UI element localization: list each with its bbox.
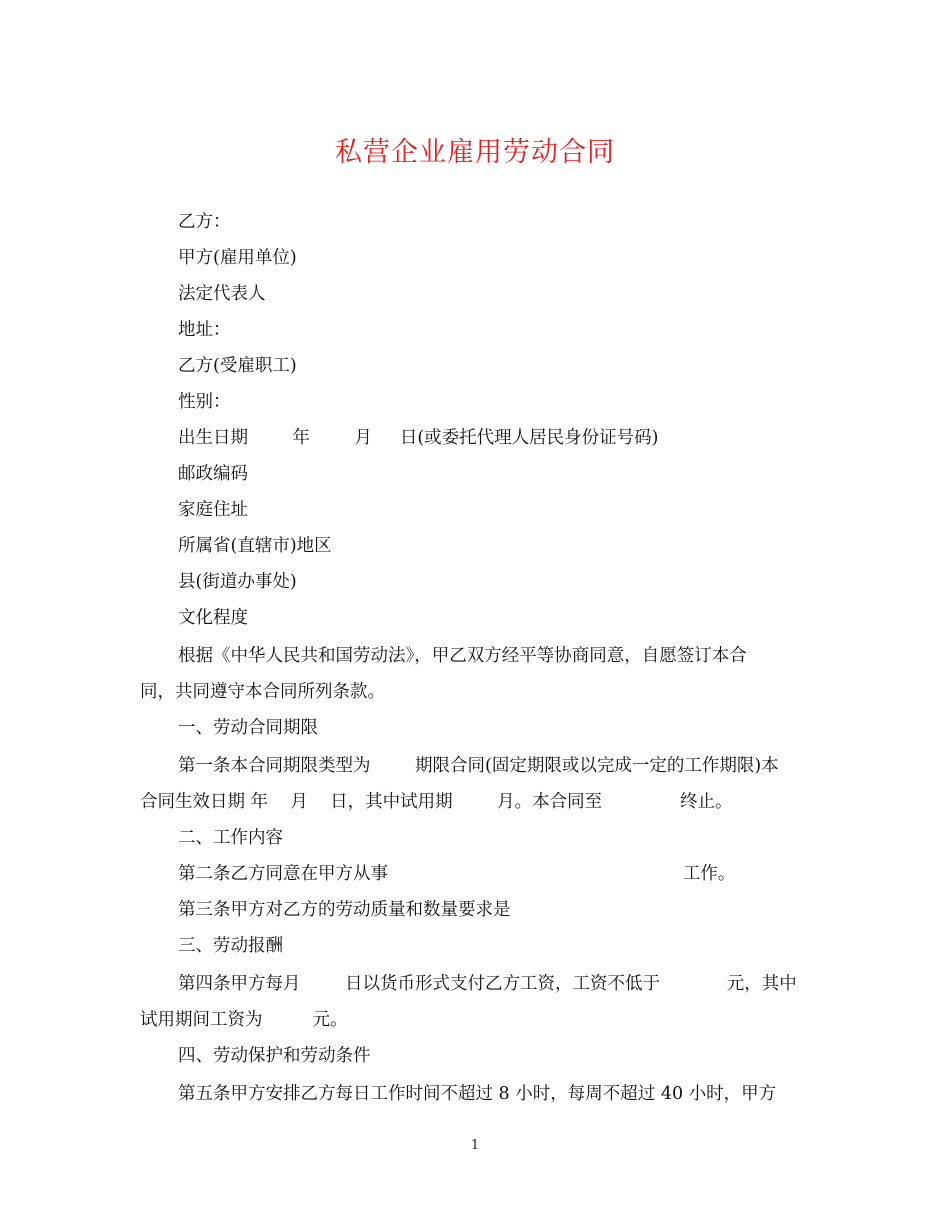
paragraph-line: 第一条本合同期限类型为 期限合同(固定期限或以完成一定的工作期限)本 bbox=[178, 756, 779, 776]
text-line: 家庭住址 bbox=[178, 500, 248, 520]
document-title: 私营企业雇用劳动合同 bbox=[335, 137, 615, 168]
text-line: 地址： bbox=[178, 320, 231, 340]
paragraph-line: 第三条甲方对乙方的劳动质量和数量要求是 bbox=[178, 900, 511, 920]
paragraph-line: 第四条甲方每月 日以货币形式支付乙方工资，工资不低于 元，其中 bbox=[178, 974, 797, 994]
section-heading: 一、劳动合同期限 bbox=[178, 718, 318, 738]
text-line: 性别： bbox=[178, 392, 231, 412]
paragraph-line: 根据《中华人民共和国劳动法》，甲乙双方经平等协商同意，自愿签订本合 bbox=[178, 646, 747, 666]
paragraph-line: 同，共同遵守本合同所列条款。 bbox=[140, 682, 385, 702]
text-line: 法定代表人 bbox=[178, 284, 266, 304]
section-heading: 二、工作内容 bbox=[178, 828, 283, 848]
paragraph-line: 试用期间工资为 元。 bbox=[140, 1010, 348, 1030]
section-heading: 四、劳动保护和劳动条件 bbox=[178, 1046, 371, 1066]
text-line: 乙方(受雇职工) bbox=[178, 356, 297, 376]
text-line: 甲方(雇用单位) bbox=[178, 248, 297, 268]
paragraph-line: 第二条乙方同意在甲方从事 工作。 bbox=[178, 864, 736, 884]
paragraph-line: 合同生效日期 年 月 日，其中试用期 月。本合同至 终止。 bbox=[140, 792, 733, 812]
text-line: 文化程度 bbox=[178, 608, 248, 628]
text-line: 所属省(直辖市)地区 bbox=[178, 536, 332, 556]
text-line: 出生日期 年 月 日(或委托代理人居民身份证号码) bbox=[178, 428, 659, 448]
text-line: 邮政编码 bbox=[178, 464, 248, 484]
text-line: 乙方： bbox=[178, 212, 231, 232]
section-heading: 三、劳动报酬 bbox=[178, 936, 283, 956]
text-line: 县(街道办事处) bbox=[178, 572, 297, 592]
page-number: 1 bbox=[470, 1138, 480, 1153]
paragraph-line: 第五条甲方安排乙方每日工作时间不超过 8 小时，每周不超过 40 小时，甲方 bbox=[178, 1084, 777, 1104]
